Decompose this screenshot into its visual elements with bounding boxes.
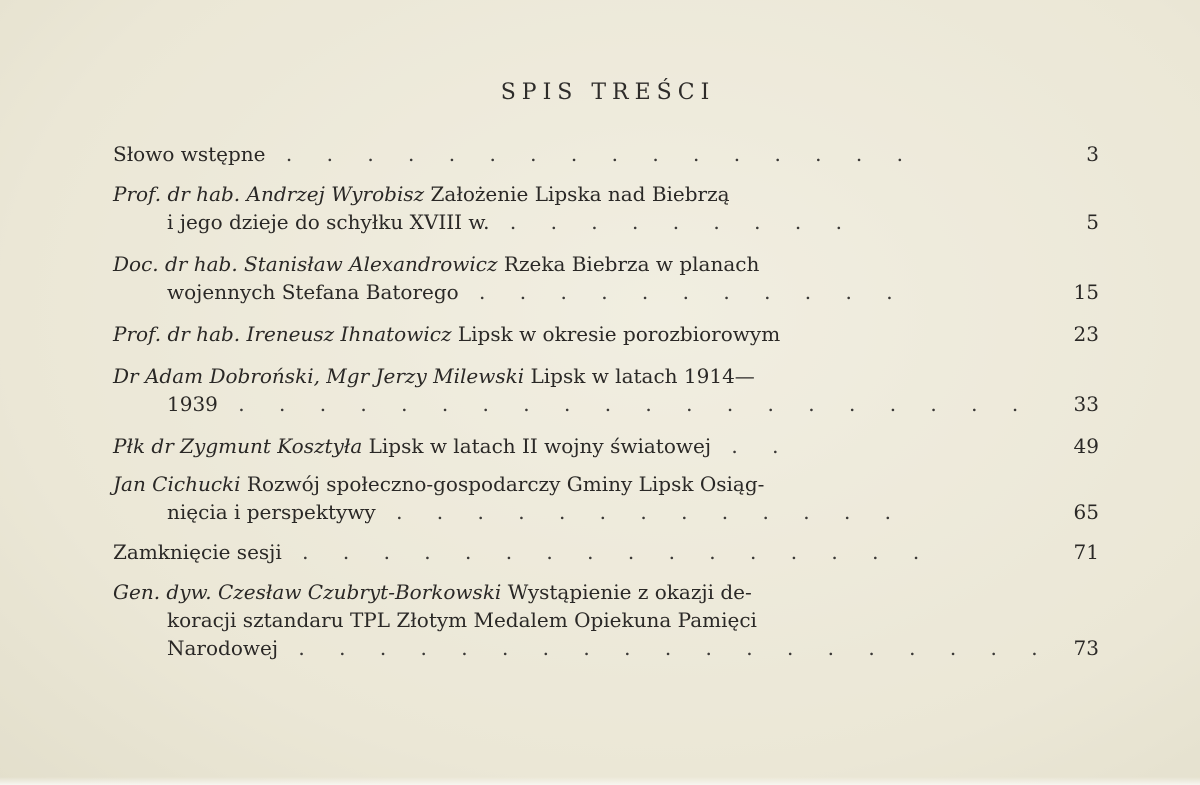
toc-author: Płk dr Zygmunt Kosztyła [113,434,363,458]
toc-entry [113,432,1099,460]
page-number: 5 [1086,210,1099,234]
toc-title: Słowo wstępne [113,142,266,166]
toc-title: Założenie Lipska nad Biebrzą [424,182,730,206]
toc-entry-line [113,390,1099,418]
toc-entry-line [113,278,1099,306]
dot-leader: . . . . . . . . . . . . . . . . . . . [278,636,1052,660]
toc-entry [113,140,1099,168]
toc-entry-line [113,634,1099,662]
toc-entry [113,578,1099,662]
toc-title: Zamknięcie sesji [113,540,282,564]
toc-author: Gen. dyw. Czesław Czubryt-Borkowski [113,580,502,604]
toc-author: Prof. dr hab. Ireneusz Ihnatowicz [113,322,452,346]
toc-entry-line [113,140,1099,168]
dot-leader: . . . . . . . . . [489,210,856,234]
toc-entry-line [113,208,1099,236]
toc-title: nięcia i perspektywy [167,500,376,524]
toc-entry-line [113,578,1099,606]
toc-entry [113,180,1099,236]
toc-entry-line [113,180,1099,208]
dot-leader: . . . . . . . . . . . . . [375,500,906,524]
toc-title: Rozwój społeczno-gospodarczy Gminy Lipsk Osiąg- [240,472,765,496]
toc-entry-line [113,470,1099,498]
dot-leader: . . . . . . . . . . . . . . . . [265,142,917,166]
toc-title: i jego dzieje do schyłku XVIII w. [167,210,490,234]
toc-author: Prof. dr hab. Andrzej Wyrobisz [113,182,425,206]
toc-entry [113,362,1099,418]
toc-entry [113,470,1099,526]
toc-entry-line [113,320,1099,348]
toc-author: Doc. dr hab. Stanisław Alexandrowicz [113,252,498,276]
toc-title: Lipsk w latach 1914— [524,364,755,388]
dot-leader: . . . . . . . . . . . . . . . . . . . . [217,392,1033,416]
page-number: 73 [1073,636,1099,660]
toc-entry-line [113,538,1099,566]
page-number: 3 [1086,142,1099,166]
page-number: 23 [1073,322,1099,346]
page-number: 33 [1073,392,1099,416]
toc-entry-line [113,362,1099,390]
toc-author: Dr Adam Dobroński, Mgr Jerzy Milewski [113,364,525,388]
toc-title: 1939 [167,392,218,416]
toc-title: Rzeka Biebrza w planach [497,252,760,276]
dot-leader: . . . . . . . . . . . [458,280,907,304]
page-number: 71 [1073,540,1099,564]
toc-title: Narodowej [167,636,279,660]
toc-entry-line [113,250,1099,278]
page-number: 15 [1073,280,1099,304]
dot-leader: . . . . . . . . . . . . . . . . [281,540,934,564]
toc-entry-line [113,432,1099,460]
page-number: 65 [1073,500,1099,524]
toc-entry-line [113,606,1099,634]
toc-title: Wystąpienie z okazji de- [501,580,752,604]
toc-title: wojennych Stefana Batorego [167,280,459,304]
toc-entry [113,320,1099,348]
toc-author: Jan Cichucki [113,472,241,496]
page-number: 49 [1073,434,1099,458]
toc-entry [113,538,1099,566]
toc-title: Lipsk w okresie porozbiorowym [451,322,781,346]
page-title: SPIS TREŚCI [500,80,716,105]
page-edge [0,777,1200,785]
toc-entry-line [113,498,1099,526]
toc-title: Lipsk w latach II wojny światowej [362,434,712,458]
toc-entry [113,250,1099,306]
toc-title: koracji sztandaru TPL Złotym Medalem Opiekuna Pamięci [167,608,757,632]
dot-leader: . . [711,434,793,458]
